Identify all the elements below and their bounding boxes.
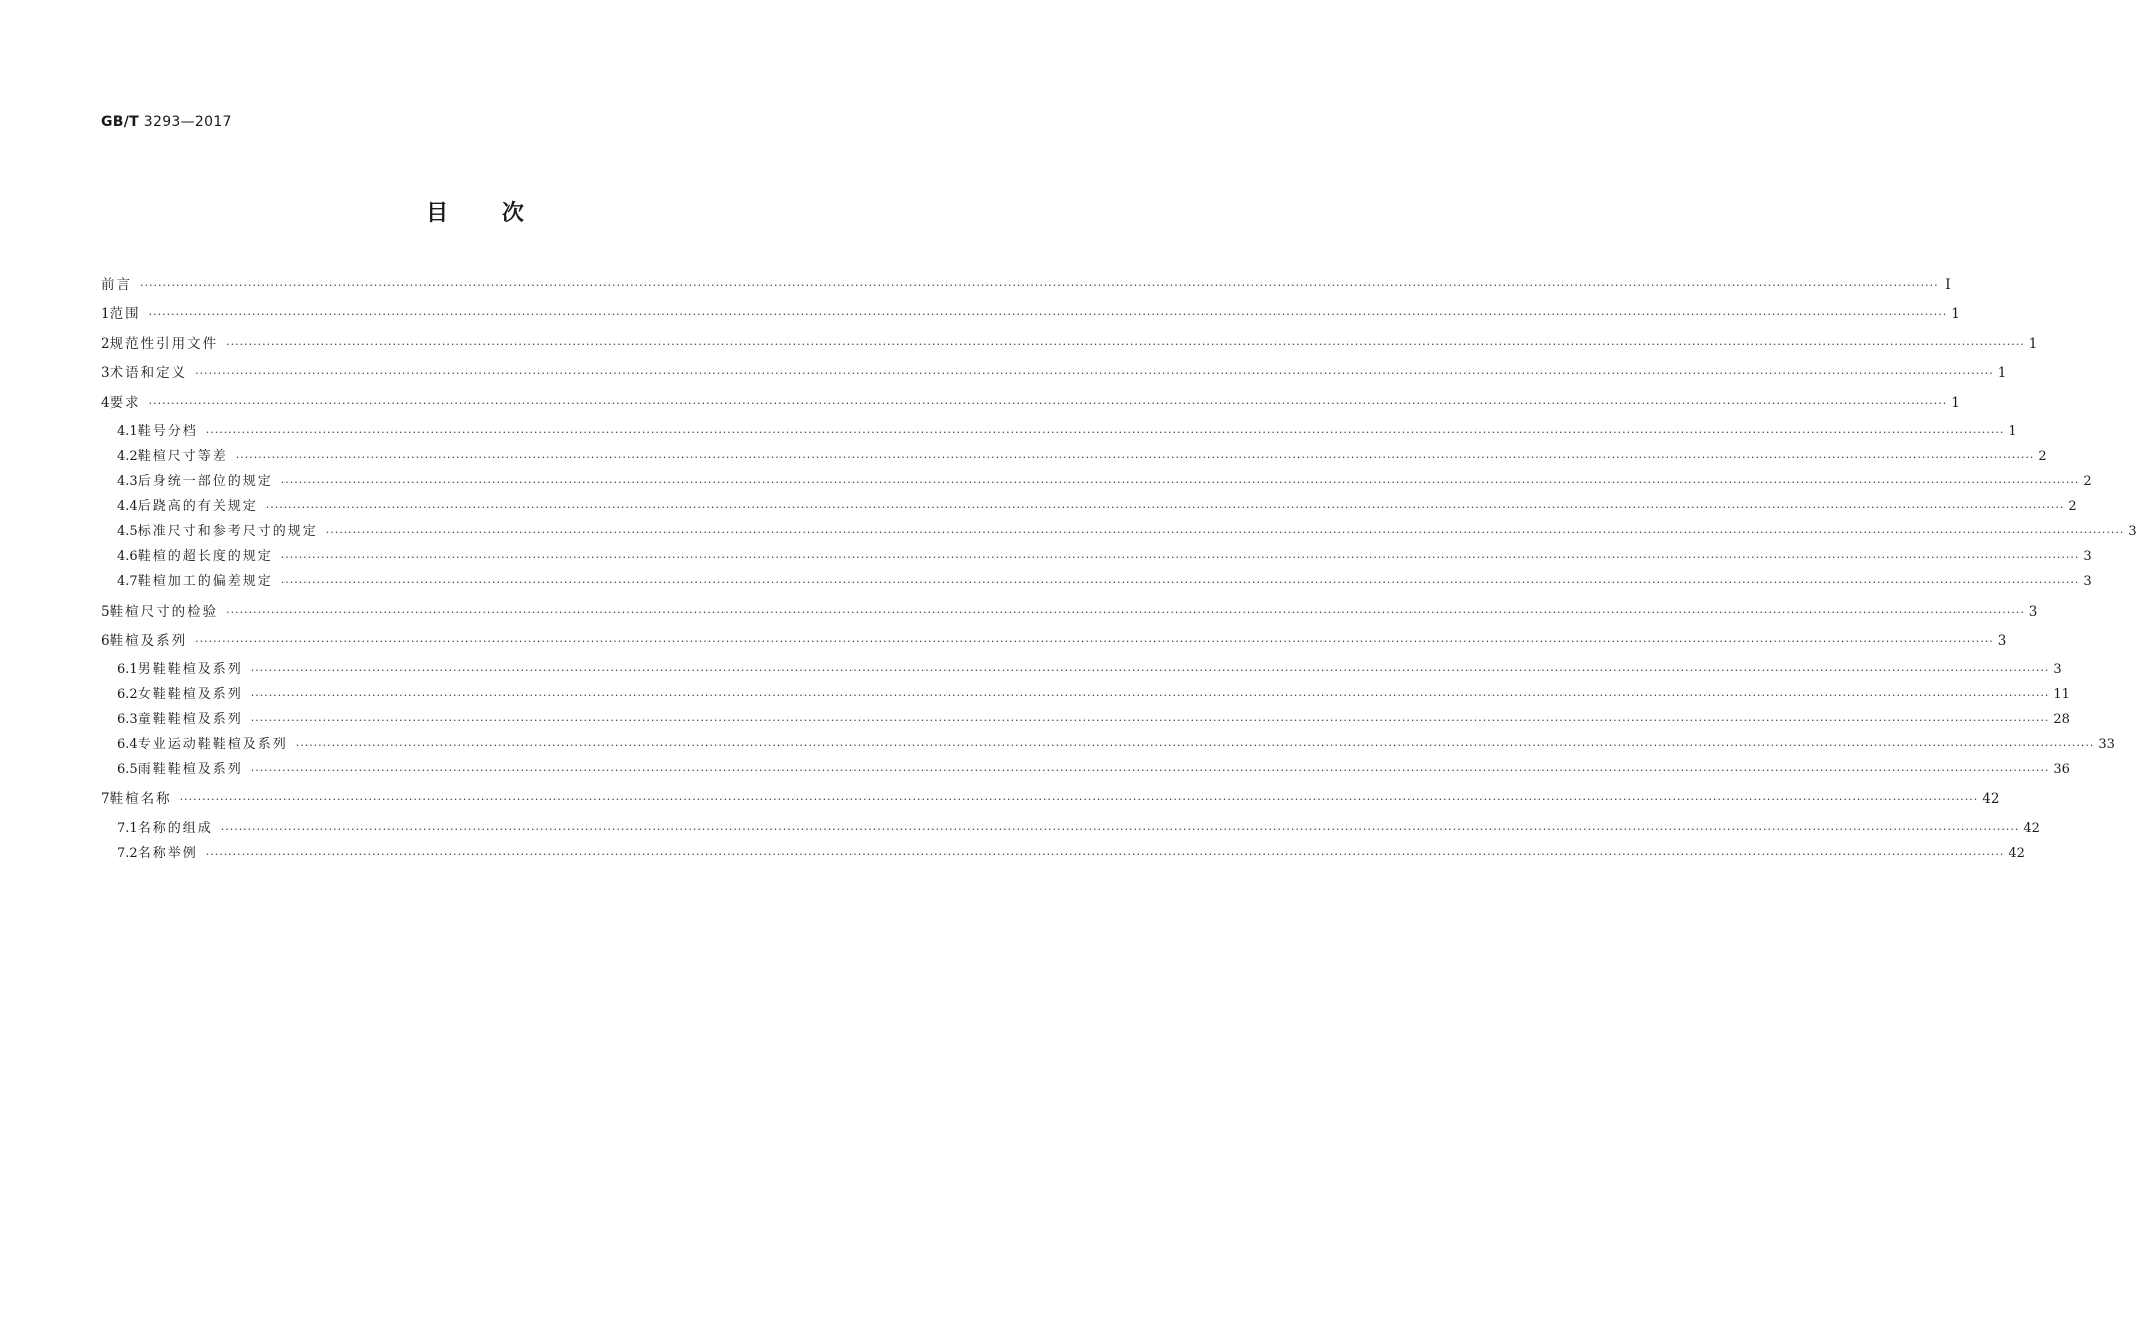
toc-entry-number: 4.4 (117, 499, 138, 514)
toc-entry-page: 1 (2028, 336, 2038, 352)
toc-entry-label: 鞋楦尺寸等差 (137, 449, 228, 464)
toc-entry-page: 2 (2068, 499, 2077, 514)
toc-entry-number: 4.7 (117, 574, 138, 589)
toc-entry-page: 3 (2128, 524, 2137, 539)
toc-entry-label: 雨鞋鞋楦及系列 (137, 762, 243, 777)
toc-entry-number: 7 (101, 791, 110, 807)
toc-entry-label: 鞋楦及系列 (109, 633, 188, 649)
toc-entry-label: 女鞋鞋楦及系列 (137, 687, 243, 702)
toc-entry[interactable] (101, 393, 1960, 413)
toc-leader-dots: ················································································································································································································································································································································································································ (265, 501, 2065, 514)
toc-entry[interactable] (117, 472, 2092, 492)
toc-entry-page: 33 (2098, 737, 2115, 752)
toc-entry-number: 6 (101, 633, 110, 649)
toc-entry-label: 专业运动鞋鞋楦及系列 (137, 737, 288, 752)
toc-entry-number: 4.3 (117, 474, 138, 489)
toc-entry-page: 1 (2008, 424, 2017, 439)
toc-leader-dots: ················································································································································································································································································································································································································ (226, 338, 2025, 351)
toc-entry-number: 6.5 (117, 762, 138, 777)
toc-leader-dots: ················································································································································································································································································································································································································ (179, 793, 1979, 806)
standard-prefix: GB/T (101, 114, 140, 130)
toc-entry-number: 4.5 (117, 524, 138, 539)
toc-entry[interactable] (117, 522, 2137, 542)
toc-entry-label: 规范性引用文件 (109, 336, 219, 352)
toc-leader-dots: ················································································································································································································································································································································································································ (250, 764, 2050, 777)
toc-entry-page: 28 (2053, 712, 2070, 727)
toc-entry[interactable] (101, 602, 2038, 622)
toc-entry-page: 1 (1951, 395, 1960, 411)
toc-entry-page: 2 (2038, 449, 2047, 464)
toc-entry-number: 7.2 (117, 846, 138, 861)
toc-entry-label: 要求 (109, 395, 141, 411)
toc-entry-number: 6.3 (117, 712, 138, 727)
toc-entry-number: 6.2 (117, 687, 138, 702)
toc-entry[interactable] (117, 819, 2040, 839)
toc-entry-number: 6.4 (117, 737, 138, 752)
toc-leader-dots: ················································································································································································································································································································································································································ (195, 635, 1994, 648)
toc-leader-dots: ················································································································································································································································································································································································································ (325, 526, 2125, 539)
toc-entry-label: 名称的组成 (137, 821, 213, 836)
toc-leader-dots: ················································································································································································································································································································································································································ (140, 279, 1939, 292)
toc-entry[interactable] (117, 844, 2025, 864)
toc-entry-label: 后跷高的有关规定 (137, 499, 258, 514)
toc-entry-number: 7.1 (117, 821, 138, 836)
toc-entry-number: 2 (101, 336, 110, 352)
toc-entry-page: 3 (1997, 633, 2007, 649)
toc-entry-page: 3 (2083, 549, 2092, 564)
toc-entry[interactable] (117, 497, 2077, 517)
toc-entry-number: 5 (101, 604, 110, 620)
page-title: 目 次 (426, 201, 524, 226)
toc-entry-page: 11 (2053, 687, 2070, 702)
toc-entry[interactable] (117, 760, 2070, 780)
toc-entry[interactable] (101, 789, 2000, 809)
toc-entry-label: 鞋楦名称 (109, 791, 172, 807)
toc-entry-label: 鞋楦的超长度的规定 (137, 549, 273, 564)
toc-entry[interactable] (117, 422, 2017, 442)
toc-entry-number: 6.1 (117, 662, 138, 677)
toc-entry-page: 36 (2053, 762, 2070, 777)
toc-leader-dots: ················································································································································································································································································································································································································ (250, 664, 2050, 677)
toc-entry-label: 名称举例 (137, 846, 198, 861)
toc-leader-dots: ················································································································································································································································································································································································································ (280, 576, 2080, 589)
toc-entry-label: 鞋楦加工的偏差规定 (137, 574, 273, 589)
toc-entry[interactable] (101, 631, 2007, 651)
toc-entry-label: 前言 (101, 277, 132, 293)
toc-entry-label: 鞋楦尺寸的检验 (109, 604, 219, 620)
toc-entry[interactable] (117, 685, 2070, 705)
toc-entry-page: 42 (1982, 791, 2000, 807)
toc-entry[interactable] (117, 735, 2115, 755)
toc-leader-dots: ················································································································································································································································································································································································································ (235, 451, 2035, 464)
toc-entry-label: 后身统一部位的规定 (137, 474, 273, 489)
toc-leader-dots: ················································································································································································································································································································································································································ (250, 714, 2050, 727)
toc-leader-dots: ················································································································································································································································································································································································································ (148, 397, 1948, 410)
toc-entry-label: 男鞋鞋楦及系列 (137, 662, 243, 677)
toc-entry-page: 1 (1951, 306, 1960, 322)
toc-entry-label: 术语和定义 (109, 365, 188, 381)
toc-leader-dots: ················································································································································································································································································································································································································ (226, 606, 2025, 619)
toc-leader-dots: ················································································································································································································································································································································································································ (280, 551, 2080, 564)
toc-entry-number: 4.1 (117, 424, 138, 439)
toc-entry-label: 童鞋鞋楦及系列 (137, 712, 243, 727)
toc-entry-page: 42 (2008, 846, 2025, 861)
toc-entry[interactable] (101, 304, 1960, 324)
toc-entry-label: 标准尺寸和参考尺寸的规定 (137, 524, 318, 539)
toc-leader-dots: ················································································································································································································································································································································································································ (205, 426, 2005, 439)
toc-entry-page: 1 (1997, 365, 2007, 381)
toc-entry[interactable] (117, 447, 2047, 467)
toc-entry[interactable] (117, 572, 2092, 592)
toc-leader-dots: ················································································································································································································································································································································································································ (205, 848, 2005, 861)
toc-entry-page: Ⅰ (1945, 277, 1951, 293)
toc-entry-number: 1 (101, 306, 110, 322)
toc-entry[interactable] (101, 334, 2038, 354)
toc-entry-page: 42 (2023, 821, 2040, 836)
standard-number: 3293—2017 (143, 114, 232, 130)
toc-entry[interactable] (117, 660, 2062, 680)
toc-entry-number: 4.2 (117, 449, 138, 464)
toc-entry-page: 3 (2053, 662, 2062, 677)
toc-entry-page: 3 (2083, 574, 2092, 589)
toc-leader-dots: ················································································································································································································································································································································································································ (295, 739, 2095, 752)
toc-leader-dots: ················································································································································································································································································································································································································ (195, 367, 1994, 380)
toc-entry-label: 鞋号分档 (137, 424, 198, 439)
toc-entry[interactable] (117, 710, 2070, 730)
toc-entry[interactable] (117, 547, 2092, 567)
toc-entry-page: 2 (2083, 474, 2092, 489)
toc-leader-dots: ················································································································································································································································································································································································································ (280, 476, 2080, 489)
toc-entry-number: 4.6 (117, 549, 138, 564)
toc-leader-dots: ················································································································································································································································································································································································································ (220, 823, 2020, 836)
toc-entry-number: 4 (101, 395, 110, 411)
toc-entry[interactable] (101, 275, 1951, 295)
toc-entry-label: 范围 (109, 306, 141, 322)
toc-entry-number: 3 (101, 365, 110, 381)
toc-leader-dots: ················································································································································································································································································································································································································ (148, 308, 1948, 321)
toc-leader-dots: ················································································································································································································································································································································································································ (250, 689, 2050, 702)
toc-entry-page: 3 (2028, 604, 2038, 620)
toc-entry[interactable] (101, 363, 2007, 383)
